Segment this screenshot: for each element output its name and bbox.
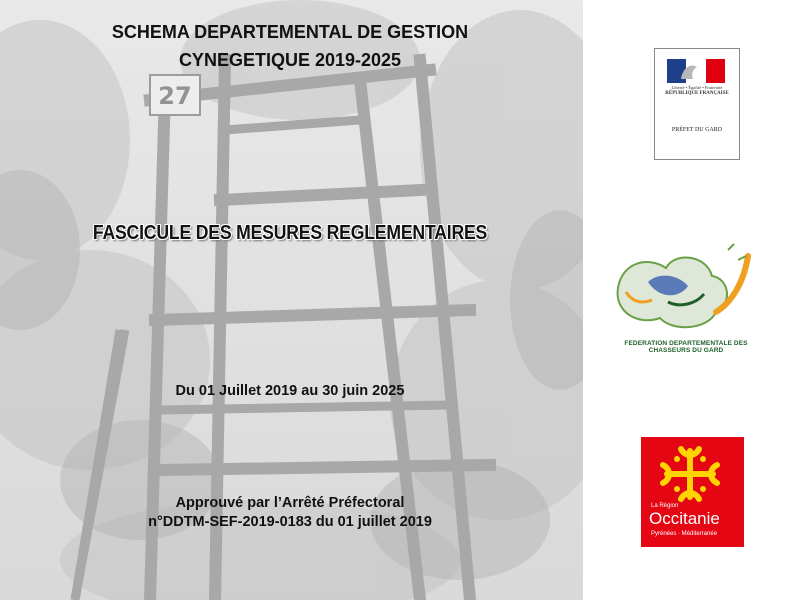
document-title-line1: SCHEMA DEPARTEMENTAL DE GESTION	[111, 22, 469, 42]
federation-logo-icon	[608, 242, 756, 334]
document-title-line2: CYNEGETIQUE 2019-2025	[178, 50, 402, 70]
region-subtitle: Pyrénées · Méditerranée	[651, 531, 718, 537]
region-prefix: La Région	[651, 503, 679, 509]
region-logo	[641, 437, 744, 547]
federation-name: FEDERATION DEPARTEMENTALE DES CHASSEURS DU GARD	[624, 340, 748, 354]
approval-line1: Approuvé par l’Arrêté Préfectoral	[175, 495, 405, 511]
prefecture-name: PRÉFET DU GARD	[671, 127, 723, 133]
prefecture-logo	[654, 48, 740, 160]
region-name: Occitanie	[649, 509, 720, 528]
approval-line2: n°DDTM-SEF-2019-0183 du 01 juillet 2019	[148, 514, 432, 530]
document-subtitle: FASCICULE DES MESURES REGLEMENTAIRES	[92, 222, 488, 244]
prefecture-motto: Liberté • Égalité • Fraternité	[671, 85, 723, 90]
stand-number: 27	[158, 82, 192, 110]
prefecture-republic: RÉPUBLIQUE FRANÇAISE	[665, 91, 729, 96]
marianne-flag-icon	[667, 59, 725, 83]
occitan-cross-icon	[659, 445, 721, 503]
validity-period: Du 01 Juillet 2019 au 30 juin 2025	[175, 383, 405, 399]
